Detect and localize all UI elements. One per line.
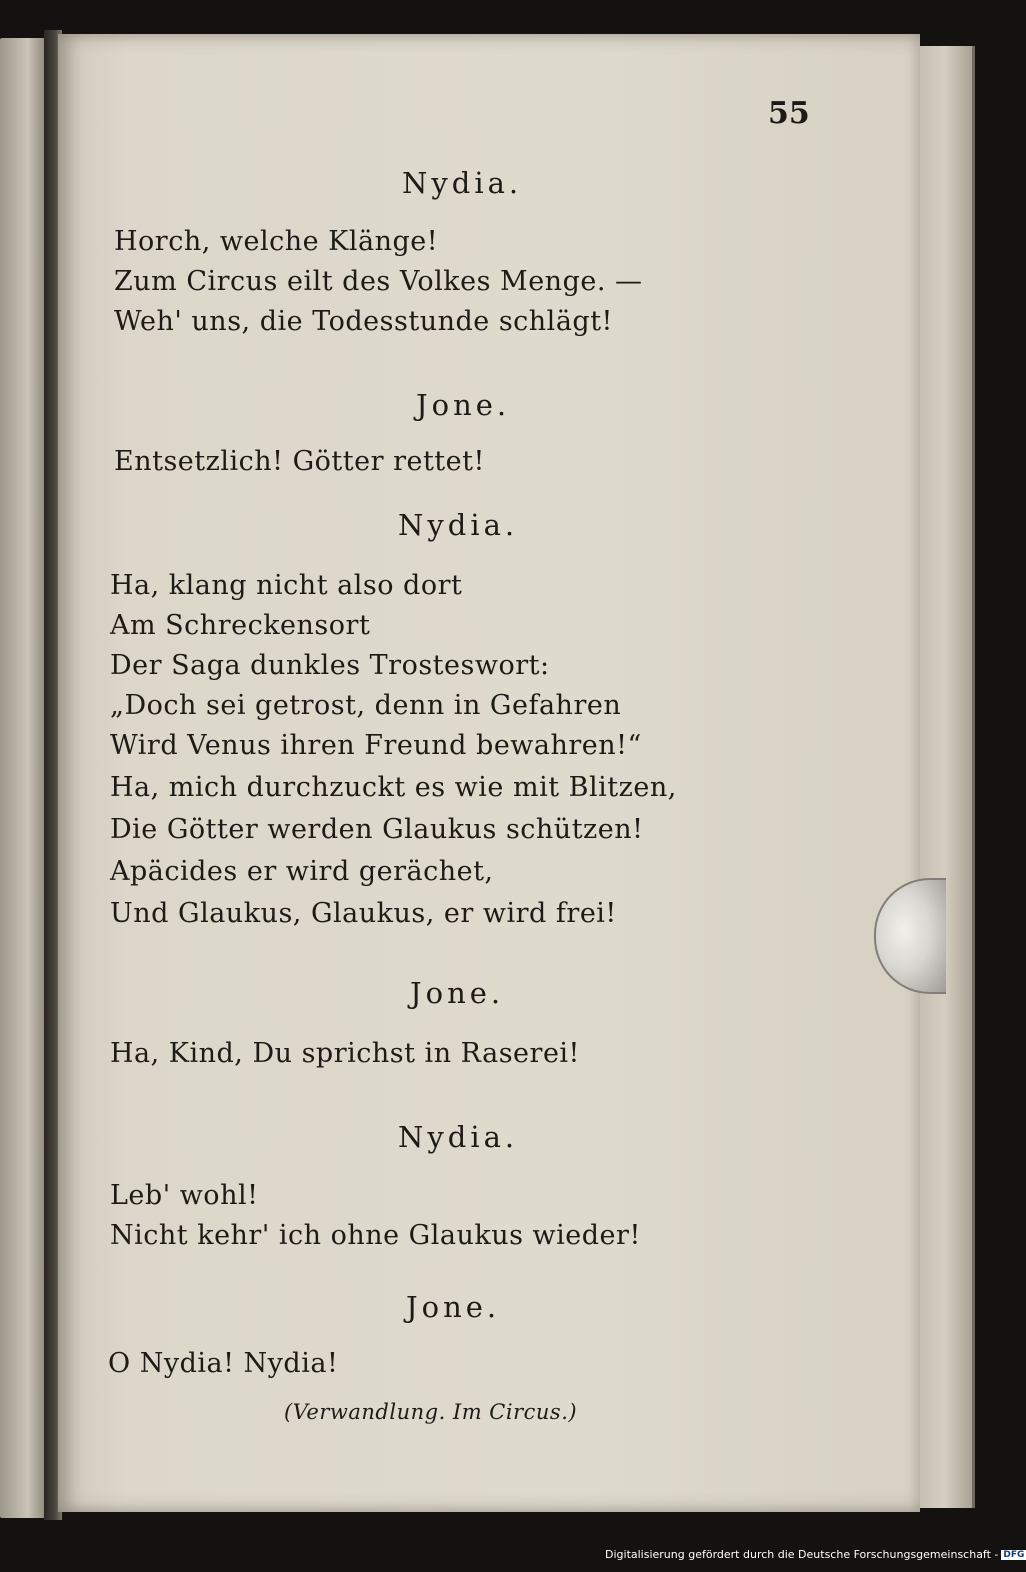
verse-line: Ha, klang nicht also dort (110, 570, 463, 601)
speaker-name: Nydia. (402, 166, 523, 200)
verse-line: „Doch sei getrost, denn in Gefahren (110, 690, 622, 721)
verse-line: Am Schreckensort (110, 610, 371, 641)
verse-line: Apäcides er wird gerächet, (110, 856, 494, 887)
speaker-name: Nydia. (398, 1120, 519, 1154)
verse-line: Wird Venus ihren Freund bewahren!“ (110, 730, 642, 761)
speaker-name: Jone. (416, 388, 511, 422)
speaker-name: Jone. (406, 1290, 501, 1324)
verse-line: Nicht kehr' ich ohne Glaukus wieder! (110, 1220, 641, 1251)
verse-line: Weh' uns, die Todesstunde schlägt! (114, 306, 613, 337)
verse-line: Leb' wohl! (110, 1180, 259, 1211)
page-number: 55 (768, 96, 810, 131)
verse-line: Der Saga dunkles Trosteswort: (110, 650, 550, 681)
verse-line: Ha, Kind, Du sprichst in Raserei! (110, 1038, 580, 1069)
verse-line: Die Götter werden Glaukus schützen! (110, 814, 644, 845)
dfg-logo: DFG (1003, 1550, 1025, 1560)
stage-direction: (Verwandlung. Im Circus.) (284, 1400, 578, 1424)
verse-line: Und Glaukus, Glaukus, er wird frei! (110, 898, 617, 929)
credit-text: Digitalisierung gefördert durch die Deutsche Forschungsgemeinschaft - (605, 1548, 999, 1561)
speaker-name: Nydia. (398, 508, 519, 542)
verse-line: Horch, welche Klänge! (114, 226, 439, 257)
verse-line: Zum Circus eilt des Volkes Menge. — (114, 266, 643, 297)
verse-line: Entsetzlich! Götter rettet! (114, 446, 485, 477)
verse-line: O Nydia! Nydia! (108, 1348, 339, 1379)
digitization-credit (605, 1548, 1026, 1561)
speaker-name: Jone. (410, 976, 505, 1010)
previous-page-edge (0, 38, 46, 1518)
verse-line: Ha, mich durchzuckt es wie mit Blitzen, (110, 772, 677, 803)
